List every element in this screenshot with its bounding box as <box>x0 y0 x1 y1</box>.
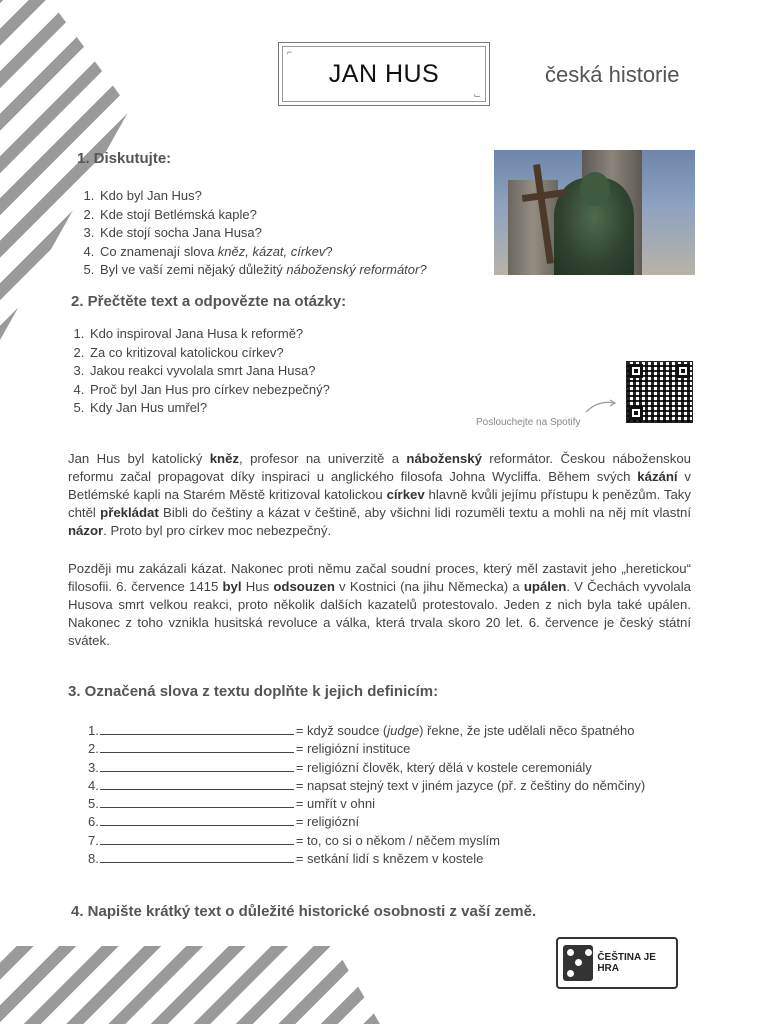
section3-heading: 3. Označená slova z textu doplňte k jejich definicím: <box>68 683 439 700</box>
definition-row: 5. = umřít v ohni <box>88 796 375 812</box>
definitions-list <box>88 722 645 868</box>
decorative-stripes-top-left <box>0 0 130 340</box>
list-item: 3. Kde stojí socha Jana Husa? <box>98 224 427 243</box>
answer-blank[interactable] <box>100 778 294 790</box>
section4-heading: 4. Napište krátký text o důležité historické osobnosti z vaší země. <box>71 903 537 920</box>
definition-row: 6. = religiózní <box>88 814 360 830</box>
brand-logo <box>556 937 678 989</box>
definition-row: 7. = to, co si o někom / něčem myslím <box>88 832 500 848</box>
puzzle-icon <box>563 945 593 981</box>
section1-question-list <box>52 187 427 280</box>
answer-blank[interactable] <box>100 851 294 863</box>
definition-row: 3. = religiózní člověk, který dělá v kostele ceremoniály <box>88 759 592 775</box>
answer-blank[interactable] <box>100 741 294 753</box>
answer-blank[interactable] <box>100 833 294 845</box>
list-item: 4. Co znamenají slova kněz, kázat, církev? <box>98 243 427 262</box>
jan-hus-statue-photo <box>494 150 695 275</box>
title-frame <box>278 42 490 106</box>
section2-heading: 2. Přečtěte text a odpovězte na otázky: <box>71 293 347 310</box>
qr-finder <box>629 406 643 420</box>
qr-finder <box>676 364 690 378</box>
definition-row: 4. = napsat stejný text v jiném jazyce (př. z češtiny do němčiny) <box>88 777 646 793</box>
logo-text: ČEŠTINA JE HRA <box>597 952 656 974</box>
list-item: 5. Byl ve vaší zemi nějaký důležitý náboženský reformátor? <box>98 261 427 280</box>
answer-blank[interactable] <box>100 723 294 735</box>
section2-question-list <box>42 325 330 418</box>
paragraph-1: Jan Hus byl katolický kněz, profesor na univerzitě a náboženský reformátor. Českou náboženskou reformu začal propagovat díky inspiraci u anglického filosofa Johna Wycliffa. Během svých kázání v Betlémské kapli na Starém Městě kritizoval katolickou církev hlavně kvůli jejímu přístupu k penězům. Taky chtěl překládat Bibli do češtiny a kázat v češtině, aby všichni lidi rozuměli textu a mohli na něj mít vlastní názor. Proto byl pro církev moc nebezpečný. <box>68 451 692 538</box>
definition-row: 8. = setkání lidí s knězem v kostele <box>88 851 484 867</box>
definition-row: 1. = když soudce (judge) řekne, že jste udělali něco špatného <box>88 723 635 738</box>
frame-corner-icon: ⌐ <box>287 47 293 57</box>
spotify-link[interactable]: Poslouchejte na Spotify <box>476 417 581 428</box>
definition-row: 2. = religiózní instituce <box>88 741 411 757</box>
list-item: 2. Kde stojí Betlémská kaple? <box>98 206 427 225</box>
answer-blank[interactable] <box>100 760 294 772</box>
qr-code[interactable] <box>626 361 693 423</box>
list-item: 4. Proč byl Jan Hus pro církev nebezpečný? <box>88 381 330 400</box>
frame-corner-icon: ⌙ <box>473 90 481 100</box>
curved-arrow-icon <box>584 398 618 414</box>
list-item: 1. Kdo byl Jan Hus? <box>98 187 427 206</box>
answer-blank[interactable] <box>100 814 294 826</box>
decorative-stripes-bottom-left <box>0 946 380 1024</box>
list-item: 2. Za co kritizoval katolickou církev? <box>88 344 330 363</box>
list-item: 5. Kdy Jan Hus umřel? <box>88 399 330 418</box>
list-item: 3. Jakou reakci vyvolala smrt Jana Husa? <box>88 362 330 381</box>
list-item: 1. Kdo inspiroval Jana Husa k reformě? <box>88 325 330 344</box>
paragraph-2: Později mu zakázali kázat. Nakonec proti němu začal soudní proces, který měl zastavit jeho „heretickou“ filosofii. 6. července 1415 byl Hus odsouzen v Kostnici (na jihu Německa) a upálen. V Čechách vyvolala Husova smrt velkou reakci, proto několik dalších kazatelů protestovalo. Jeden z nich byla také upálen. Nakonec z toho vznikla husitská revoluce a válka, která trvala skoro 20 let. 6. července je český státní svátek. <box>68 561 691 648</box>
section1-heading: 1. Diskutujte: <box>77 150 172 167</box>
answer-blank[interactable] <box>100 796 294 808</box>
page-subtitle: česká historie <box>545 62 680 87</box>
page-title: JAN HUS <box>328 59 440 88</box>
qr-finder <box>629 364 643 378</box>
